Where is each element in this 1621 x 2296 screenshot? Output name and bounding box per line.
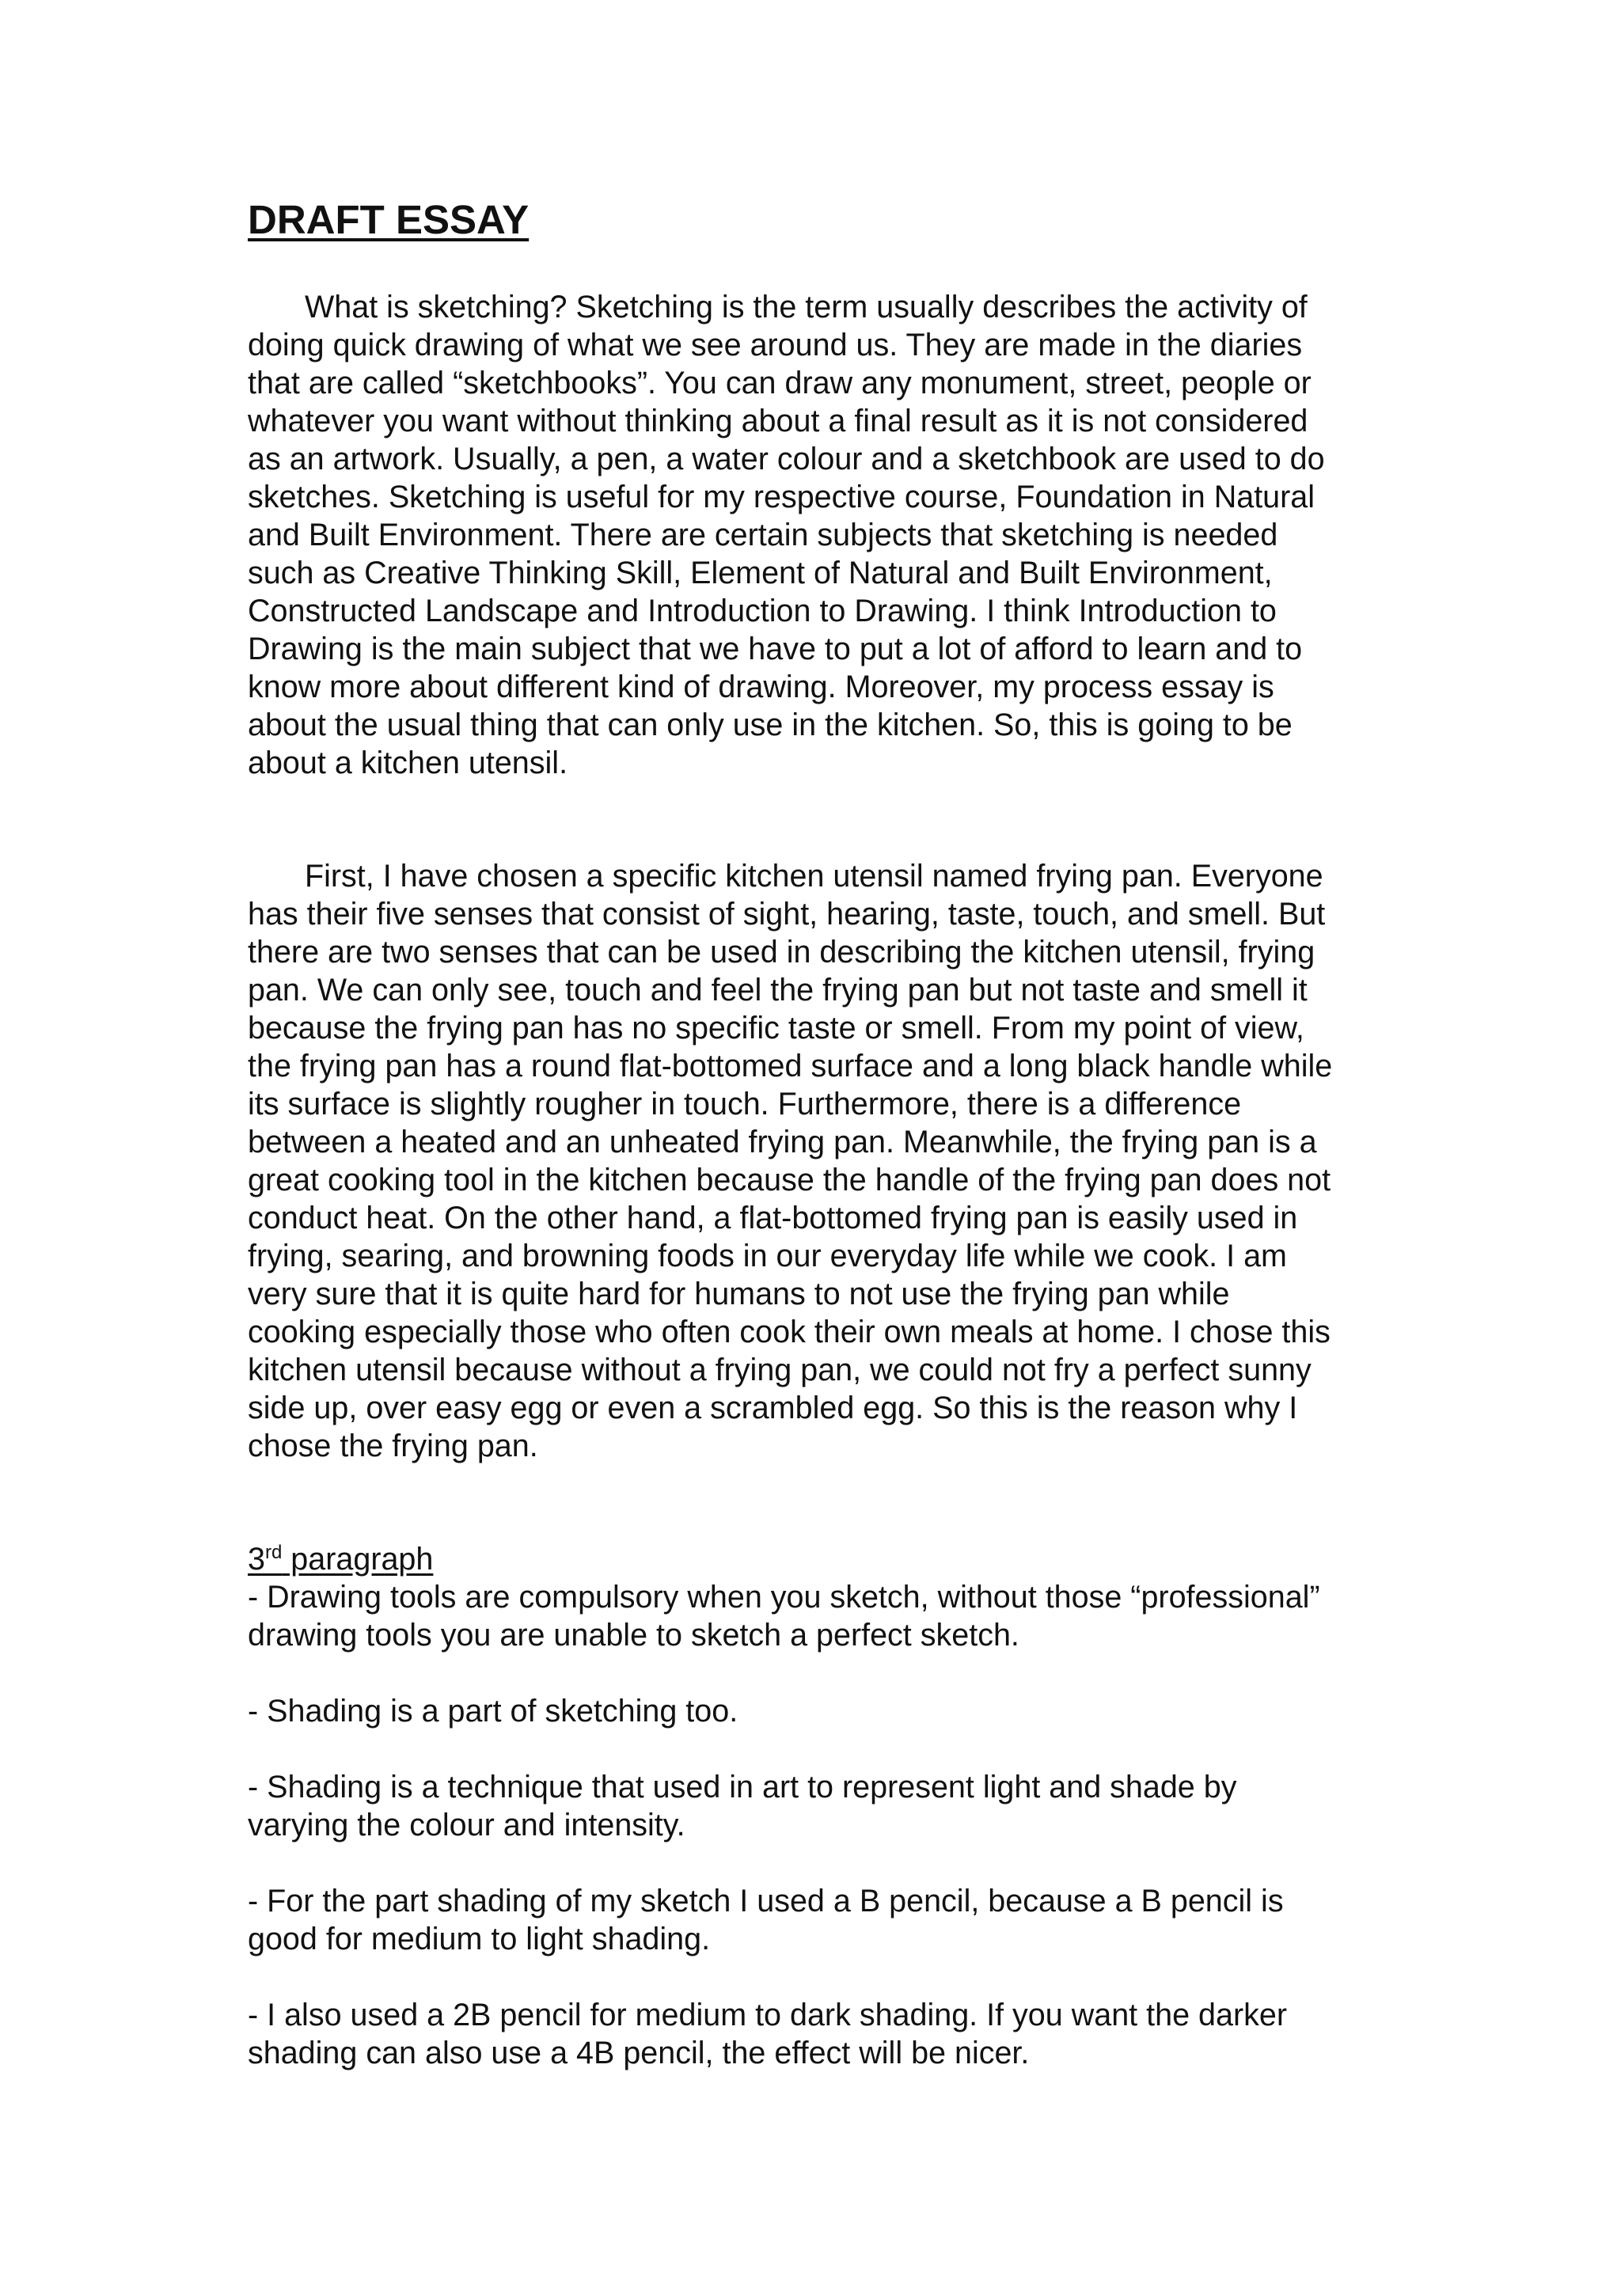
- paragraph-line: such as Creative Thinking Skill, Element of Natural and Built Environment,: [248, 556, 1273, 590]
- paragraph-line: its surface is slightly rougher in touch. Furthermore, there is a difference: [248, 1087, 1242, 1121]
- bullet-item: [248, 1996, 1287, 2072]
- essay-title: DRAFT ESSAY: [248, 197, 530, 242]
- bullet-line: varying the colour and intensity.: [248, 1808, 685, 1842]
- paragraph-line: chose the frying pan.: [248, 1429, 538, 1463]
- heading-ordinal-suffix: rd: [264, 1542, 283, 1563]
- paragraph-line: whatever you want without thinking about a final result as it is not considered: [248, 404, 1308, 438]
- paragraph-line: that are called “sketchbooks”. You can draw any monument, street, people or: [248, 366, 1312, 400]
- paragraph-line: sketches. Sketching is useful for my respective course, Foundation in Natural: [248, 480, 1315, 514]
- paragraph-line: Drawing is the main subject that we have to put a lot of afford to learn and to: [248, 632, 1303, 666]
- paragraph-line: know more about different kind of drawing. Moreover, my process essay is: [248, 670, 1274, 704]
- paragraph-line: has their five senses that consist of sight, hearing, taste, touch, and smell. But: [248, 897, 1326, 932]
- bullet-line: good for medium to light shading.: [248, 1922, 711, 1956]
- paragraph-line: What is sketching? Sketching is the term usually describes the activity of: [305, 290, 1308, 324]
- bullet-line: - Drawing tools are compulsory when you sketch, without those “professional”: [248, 1580, 1320, 1615]
- paragraph-line: kitchen utensil because without a frying pan, we could not fry a perfect sunny: [248, 1353, 1312, 1387]
- heading-text: paragraph: [282, 1542, 434, 1577]
- paragraph-line: pan. We can only see, touch and feel the frying pan but not taste and smell it: [248, 973, 1308, 1008]
- bullet-line: - For the part shading of my sketch I used a B pencil, because a B pencil is: [248, 1884, 1284, 1918]
- paragraph-line: very sure that it is quite hard for humans to not use the frying pan while: [248, 1277, 1230, 1311]
- bullet-item: [248, 1578, 1320, 1654]
- heading-number: 3: [248, 1542, 265, 1577]
- paragraph-line: frying, searing, and browning foods in our everyday life while we cook. I am: [248, 1239, 1287, 1273]
- paragraph-line: side up, over easy egg or even a scrambled egg. So this is the reason why I: [248, 1391, 1298, 1425]
- paragraph-line: great cooking tool in the kitchen because the handle of the frying pan does not: [248, 1163, 1331, 1197]
- bullet-line: - Shading is a technique that used in art to represent light and shade by: [248, 1770, 1237, 1805]
- third-paragraph-heading: [248, 1540, 433, 1578]
- paragraph-line: Constructed Landscape and Introduction to Drawing. I think Introduction to: [248, 594, 1277, 628]
- bullet-line: shading can also use a 4B pencil, the effect will be nicer.: [248, 2036, 1030, 2070]
- paragraph-line: conduct heat. On the other hand, a flat-bottomed frying pan is easily used in: [248, 1201, 1298, 1235]
- paragraph-line: First, I have chosen a specific kitchen utensil named frying pan. Everyone: [305, 859, 1323, 894]
- bullet-line: - I also used a 2B pencil for medium to dark shading. If you want the darker: [248, 1998, 1287, 2032]
- paragraph-line: about the usual thing that can only use in the kitchen. So, this is going to be: [248, 708, 1293, 742]
- bullet-item: [248, 1768, 1236, 1844]
- paragraph-line: because the frying pan has no specific taste or smell. From my point of view,: [248, 1011, 1304, 1046]
- intro-paragraph: [248, 288, 1393, 782]
- paragraph-line: there are two senses that can be used in describing the kitchen utensil, frying: [248, 935, 1315, 970]
- bullet-line: drawing tools you are unable to sketch a perfect sketch.: [248, 1618, 1019, 1653]
- bullet-item: [248, 1882, 1284, 1958]
- paragraph-line: between a heated and an unheated frying pan. Meanwhile, the frying pan is a: [248, 1125, 1317, 1159]
- paragraph-line: about a kitchen utensil.: [248, 746, 568, 780]
- paragraph-line: cooking especially those who often cook their own meals at home. I chose this: [248, 1315, 1331, 1349]
- paragraph-line: and Built Environment. There are certain subjects that sketching is needed: [248, 518, 1278, 552]
- paragraph-line: doing quick drawing of what we see around us. They are made in the diaries: [248, 328, 1303, 362]
- paragraph-line: as an artwork. Usually, a pen, a water colour and a sketchbook are used to do: [248, 442, 1325, 476]
- frying-pan-paragraph: [248, 857, 1393, 1465]
- bullet-item: [248, 1692, 738, 1730]
- paragraph-line: the frying pan has a round flat-bottomed surface and a long black handle while: [248, 1049, 1333, 1083]
- bullet-line: - Shading is a part of sketching too.: [248, 1694, 738, 1729]
